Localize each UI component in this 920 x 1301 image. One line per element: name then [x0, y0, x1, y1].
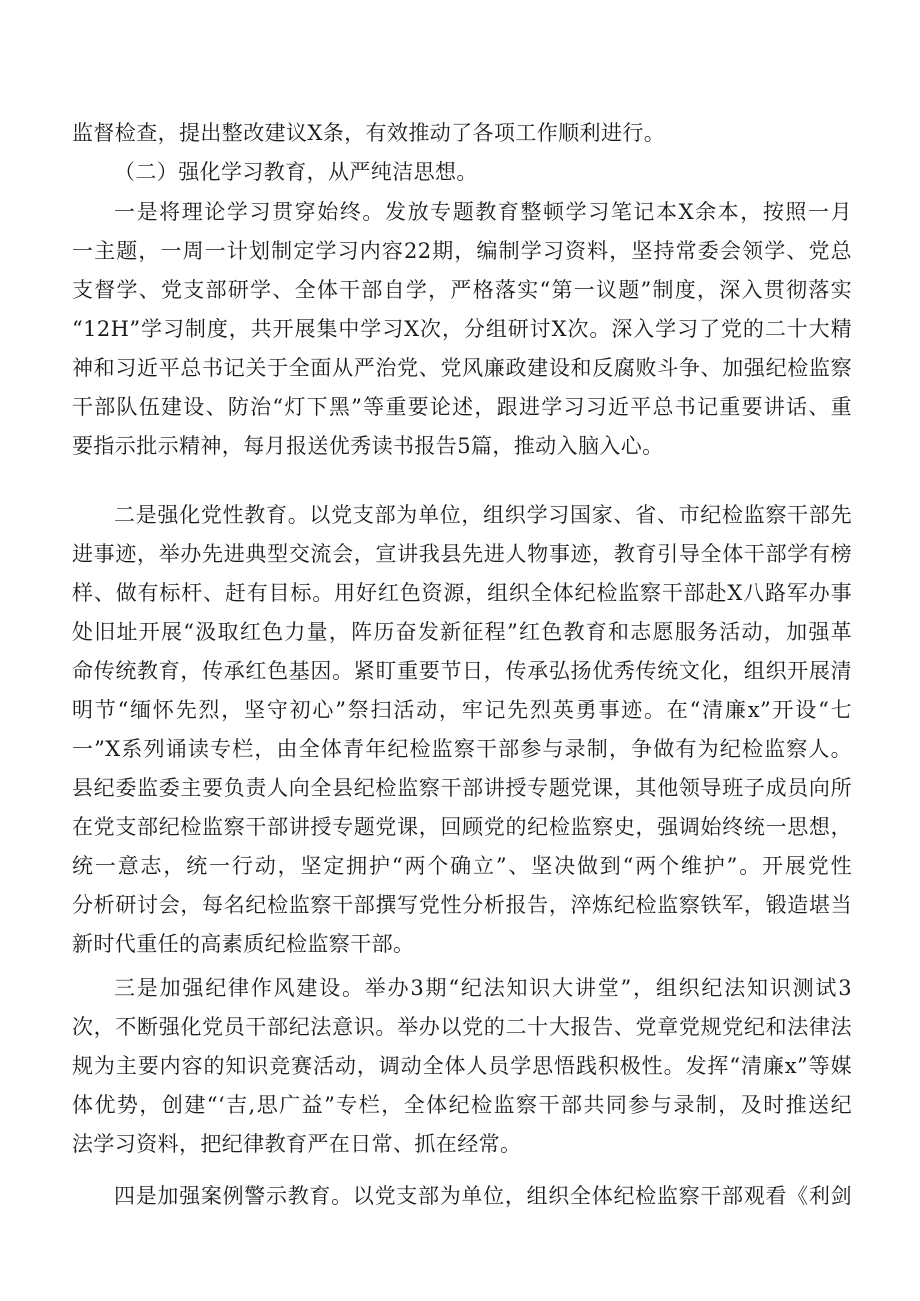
- paragraph-line: 四是加强案例警示教育。以党支部为单位，组织全体纪检监察干部观看《利剑: [114, 1184, 852, 1208]
- paragraph-line: 明节“缅怀先烈，坚守初心”祭扫活动，牢记先烈英勇事迹。在“清廉x”开设“七: [72, 698, 852, 722]
- paragraph-line: 一是将理论学习贯穿始终。发放专题教育整顿学习笔记本X余本，按照一月: [114, 200, 852, 224]
- paragraph-line: 神和习近平总书记关于全面从严治党、党风廉政建设和反腐败斗争、加强纪检监察: [72, 356, 852, 380]
- paragraph-line: 一主题，一周一计划制定学习内容22期，编制学习资料，坚持常委会领学、党总: [72, 239, 852, 263]
- paragraph-line: 一”X系列诵读专栏，由全体青年纪检监察干部参与录制，争做有为纪检监察人。: [72, 737, 852, 761]
- paragraph-line: 样、做有标杆、赶有目标。用好红色资源，组织全体纪检监察干部赴X八路军办事: [72, 581, 852, 605]
- paragraph-line: 规为主要内容的知识竞赛活动，调动全体人员学思悟践积极性。发挥“清廉x”等媒: [72, 1054, 852, 1078]
- paragraph-line: 干部队伍建设、防治“灯下黑”等重要论述，跟进学习习近平总书记重要讲话、重: [72, 395, 852, 419]
- paragraph-line: 三是加强纪律作风建设。举办3期“纪法知识大讲堂”，组织纪法知识测试3: [114, 976, 852, 1000]
- paragraph-line: 分析研讨会，每名纪检监察干部撰写党性分析报告，淬炼纪检监察铁军，锻造堪当: [72, 893, 852, 917]
- paragraph-line: “12H”学习制度，共开展集中学习X次，分组研讨X次。深入学习了党的二十大精: [72, 317, 852, 341]
- paragraph-line: 进事迹，举办先进典型交流会，宣讲我县先进人物事迹，教育引导全体干部学有榜: [72, 542, 852, 566]
- paragraph-line: 县纪委监委主要负责人向全县纪检监察干部讲授专题党课，其他领导班子成员向所: [72, 776, 852, 800]
- paragraph-line: 要指示批示精神，每月报送优秀读书报告5篇，推动入脑入心。: [72, 434, 664, 458]
- paragraph-line: 体优势，创建“‘吉,思广益”专栏，全体纪检监察干部共同参与录制，及时推送纪: [72, 1093, 852, 1117]
- paragraph-line: 支督学、党支部研学、全体干部自学，严格落实“第一议题”制度，深入贯彻落实: [72, 278, 852, 302]
- paragraph-line: 在党支部纪检监察干部讲授专题党课，回顾党的纪检监察史，强调始终统一思想，: [72, 815, 852, 839]
- paragraph-line: 统一意志，统一行动，坚定拥护“两个确立”、坚决做到“两个维护”。开展党性: [72, 854, 852, 878]
- paragraph-line: 命传统教育，传承红色基因。紧盯重要节日，传承弘扬优秀传统文化，组织开展清: [72, 659, 852, 683]
- paragraph-line: 处旧址开展“汲取红色力量，阵历奋发新征程”红色教育和志愿服务活动，加强革: [72, 620, 852, 644]
- paragraph-line: 次，不断强化党员干部纪法意识。举办以党的二十大报告、党章党规党纪和法律法: [72, 1015, 852, 1039]
- paragraph-line: 法学习资料，把纪律教育严在日常、抓在经常。: [72, 1132, 522, 1156]
- paragraph-line: 二是强化党性教育。以党支部为单位，组织学习国家、省、市纪检监察干部先: [114, 503, 852, 527]
- paragraph-line: 监督检查，提出整改建议X条，有效推动了各项工作顺利进行。: [72, 121, 666, 145]
- section-heading: （二）强化学习教育，从严纯洁思想。: [114, 160, 478, 184]
- paragraph-line: 新时代重任的高素质纪检监察干部。: [72, 932, 415, 956]
